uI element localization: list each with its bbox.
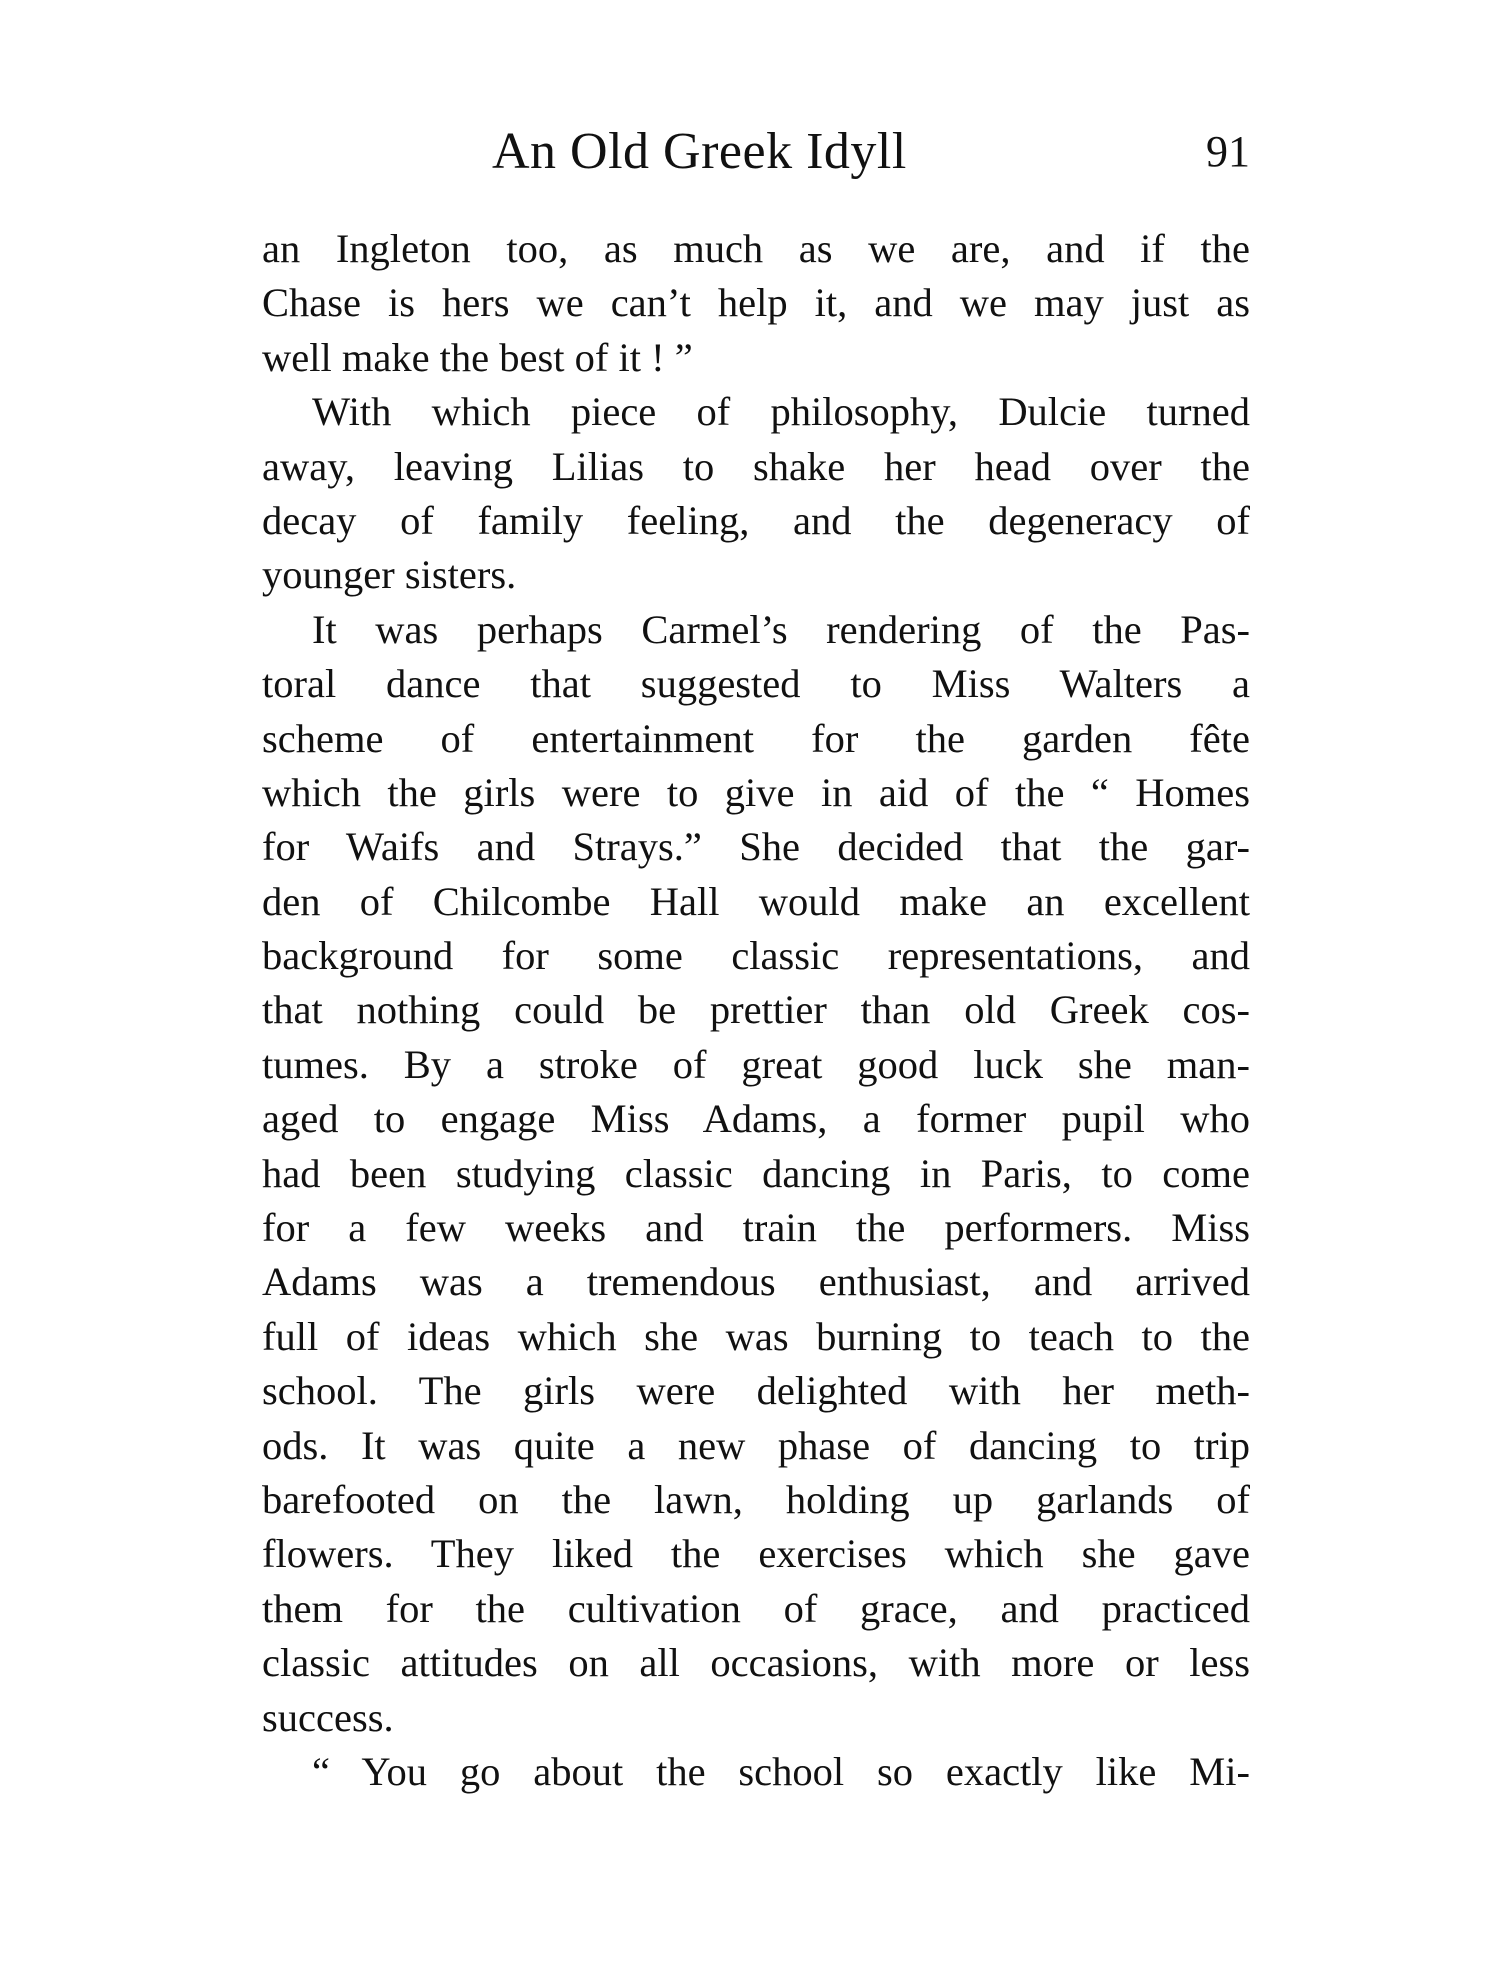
text-line: full of ideas which she was burning to teach to the bbox=[262, 1313, 1250, 1359]
text-line: school. The girls were delighted with her meth- bbox=[262, 1368, 1250, 1414]
text-line: barefooted on the lawn, holding up garlands of bbox=[262, 1476, 1250, 1522]
text-line: well make the best of it ! ” bbox=[262, 334, 693, 380]
text-line: background for some classic representations, and bbox=[262, 933, 1250, 979]
text-line: for a few weeks and train the performers. Miss bbox=[262, 1205, 1250, 1251]
text-line: toral dance that suggested to Miss Walters a bbox=[262, 661, 1250, 707]
text-line: decay of family feeling, and the degeneracy of bbox=[262, 497, 1250, 543]
text-line: classic attitudes on all occasions, with more or less bbox=[262, 1640, 1250, 1686]
text-line: scheme of entertainment for the garden fête bbox=[262, 715, 1250, 761]
text-line: younger sisters. bbox=[262, 552, 517, 598]
text-line: “ You go about the school so exactly like Mi- bbox=[312, 1748, 1250, 1794]
text-line: that nothing could be prettier than old Greek cos- bbox=[262, 987, 1250, 1033]
text-line: them for the cultivation of grace, and practiced bbox=[262, 1585, 1250, 1631]
text-line: With which piece of philosophy, Dulcie turned bbox=[312, 389, 1250, 435]
text-line: den of Chilcombe Hall would make an excellent bbox=[262, 878, 1250, 924]
text-line: aged to engage Miss Adams, a former pupil who bbox=[262, 1096, 1250, 1142]
text-line: an Ingleton too, as much as we are, and if the bbox=[262, 226, 1250, 271]
text-line: tumes. By a stroke of great good luck she man- bbox=[262, 1041, 1250, 1087]
running-title: An Old Greek Idyll bbox=[492, 123, 907, 180]
text-line: for Waifs and Strays.” She decided that the gar- bbox=[262, 824, 1250, 870]
body-text bbox=[262, 222, 1250, 1799]
text-line: flowers. They liked the exercises which she gave bbox=[262, 1531, 1250, 1577]
page-header bbox=[262, 122, 1250, 182]
page-number: 91 bbox=[1206, 127, 1250, 176]
text-line: It was perhaps Carmel’s rendering of the Pas- bbox=[312, 606, 1250, 652]
text-line: Chase is hers we can’t help it, and we may just as bbox=[262, 280, 1250, 326]
text-line: success. bbox=[262, 1694, 394, 1740]
text-line: away, leaving Lilias to shake her head over the bbox=[262, 443, 1250, 489]
text-line: ods. It was quite a new phase of dancing to trip bbox=[262, 1422, 1250, 1468]
text-line: Adams was a tremendous enthusiast, and arrived bbox=[262, 1259, 1250, 1305]
text-line: which the girls were to give in aid of the “ Homes bbox=[262, 769, 1250, 815]
text-line: had been studying classic dancing in Paris, to come bbox=[262, 1150, 1250, 1196]
